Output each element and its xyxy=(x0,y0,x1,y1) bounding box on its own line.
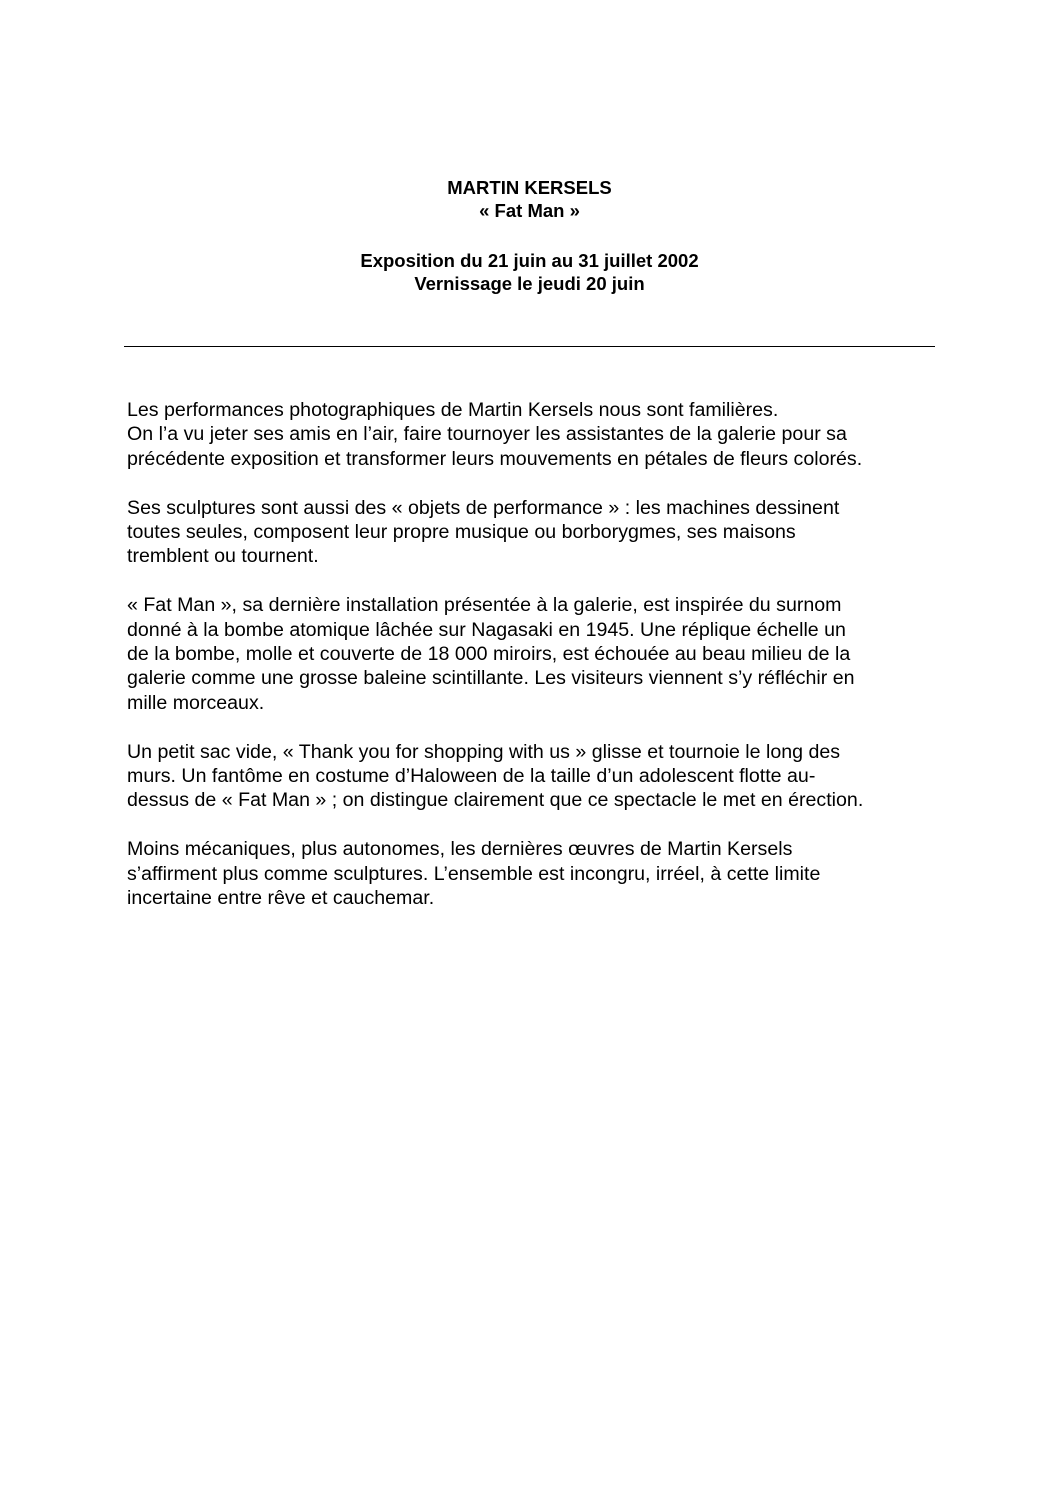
paragraph xyxy=(127,740,947,813)
paragraph-line: « Fat Man », sa dernière installation présentée à la galerie, est inspirée du surnom xyxy=(127,594,842,617)
paragraph-line: mille morceaux. xyxy=(127,691,265,714)
opening-date: Vernissage le jeudi 20 juin xyxy=(414,273,645,294)
paragraph-line: Les performances photographiques de Martin Kersels nous sont familières. xyxy=(127,399,779,421)
paragraph-line: murs. Un fantôme en costume d’Haloween de la taille d’un adolescent flotte au- xyxy=(127,765,816,788)
paragraph-line: donné à la bombe atomique lâchée sur Nagasaki en 1945. Une réplique échelle un xyxy=(127,618,846,641)
paragraph-line: On l’a vu jeter ses amis en l’air, faire tournoyer les assistantes de la galerie pour sa xyxy=(127,423,847,446)
document-body xyxy=(127,398,947,935)
paragraph xyxy=(127,837,947,910)
paragraph xyxy=(127,496,947,569)
artist-name: MARTIN KERSELS xyxy=(447,177,612,198)
document-header xyxy=(124,176,935,295)
paragraph-line: dessus de « Fat Man » ; on distingue clairement que ce spectacle le met en érection. xyxy=(127,789,864,812)
paragraph-line: précédente exposition et transformer leurs mouvements en pétales de fleurs colorés. xyxy=(127,447,863,470)
paragraph-line: s’affirment plus comme sculptures. L’ensemble est incongru, irréel, à cette limite xyxy=(127,862,821,885)
paragraph-line: incertaine entre rêve et cauchemar. xyxy=(127,887,435,910)
paragraph-line: toutes seules, composent leur propre musique ou borborygmes, ses maisons xyxy=(127,521,796,544)
paragraph xyxy=(127,593,947,715)
paragraph-line: Un petit sac vide, « Thank you for shopping with us » glisse et tournoie le long des xyxy=(127,740,841,763)
exhibition-dates: Exposition du 21 juin au 31 juillet 2002 xyxy=(360,250,699,271)
paragraph-line: galerie comme une grosse baleine scintillante. Les visiteurs viennent s’y réfléchir en xyxy=(127,667,855,690)
exhibition-title: « Fat Man » xyxy=(479,200,580,221)
paragraph-line: de la bombe, molle et couverte de 18 000 miroirs, est échouée au beau milieu de la xyxy=(127,643,851,666)
paragraph-line: Ses sculptures sont aussi des « objets de performance » : les machines dessinent xyxy=(127,496,840,519)
paragraph-line: Moins mécaniques, plus autonomes, les dernières œuvres de Martin Kersels xyxy=(127,838,793,861)
header-spacer xyxy=(124,222,935,249)
paragraph-line: tremblent ou tournent. xyxy=(127,545,319,568)
horizontal-divider xyxy=(124,346,935,347)
paragraph xyxy=(127,398,947,471)
